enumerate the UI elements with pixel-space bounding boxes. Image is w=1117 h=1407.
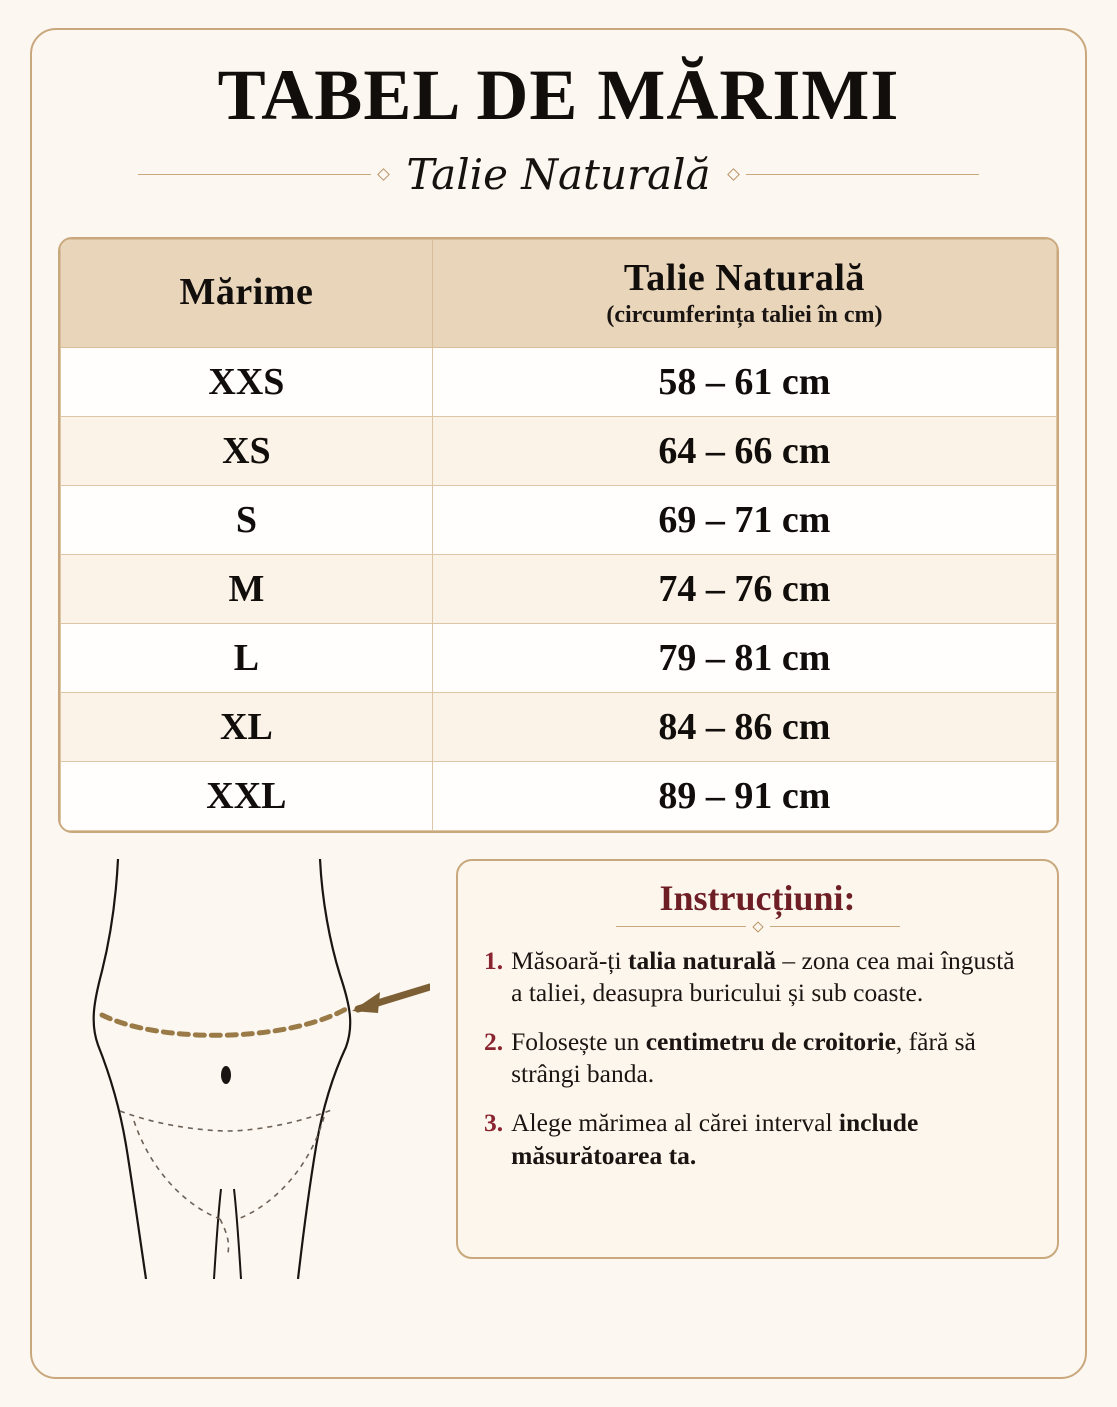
table-row (61, 416, 1057, 485)
list-item (484, 1026, 1031, 1091)
diamond-icon (727, 168, 740, 181)
cell-measure: 69 – 71 cm (432, 485, 1056, 554)
list-item-number: 3. (484, 1108, 504, 1138)
table-header-row (61, 239, 1057, 347)
diamond-icon (378, 168, 391, 181)
list-item-text (511, 1026, 1031, 1091)
size-table-body (61, 347, 1057, 830)
text-prefix: Alege mărimea al cărei interval (511, 1108, 839, 1138)
header-size-label: Mărime (179, 271, 314, 314)
flourish-line (138, 174, 371, 175)
text-suffix: , fără să strângi banda. (511, 1026, 976, 1089)
list-item-number: 2. (484, 1026, 504, 1056)
instructions-flourish (484, 923, 1031, 931)
list-item-text (511, 945, 1031, 1010)
cell-size: XXS (61, 347, 433, 416)
size-table-container (58, 237, 1059, 833)
arrow-icon (352, 987, 430, 1013)
cell-size: S (61, 485, 433, 554)
instructions-panel (456, 859, 1059, 1259)
page-subtitle: Talie Naturală (406, 149, 711, 199)
waist-measurement-illustration (58, 859, 430, 1279)
text-suffix: – zona cea mai îngustă a taliei, deasupra buricului și sub coaste. (511, 945, 1015, 1008)
diamond-icon (752, 921, 763, 932)
flourish-right (729, 170, 979, 179)
text-emphasis: centimetru de croitorie (645, 1026, 896, 1056)
cell-measure: 84 – 86 cm (432, 692, 1056, 761)
text-emphasis: include măsurătoarea ta. (511, 1108, 919, 1170)
cell-measure: 89 – 91 cm (432, 761, 1056, 830)
flourish-line (746, 174, 979, 175)
cell-measure: 58 – 61 cm (432, 347, 1056, 416)
text-prefix: Folosește un (511, 1026, 646, 1056)
cell-measure: 79 – 81 cm (432, 623, 1056, 692)
size-table-head (61, 239, 1057, 347)
list-item (484, 945, 1031, 1010)
cell-size: L (61, 623, 433, 692)
table-row (61, 761, 1057, 830)
cell-size: XS (61, 416, 433, 485)
cell-size: M (61, 554, 433, 623)
subtitle-row (58, 150, 1059, 199)
cell-measure: 74 – 76 cm (432, 554, 1056, 623)
page-content (58, 40, 1059, 1279)
cell-size: XL (61, 692, 433, 761)
table-row (61, 347, 1057, 416)
header-measure-label: Talie Naturală (623, 256, 865, 299)
text-prefix: Măsoară-ți (511, 945, 628, 975)
flourish-line (770, 926, 900, 927)
text-emphasis: talia naturală (627, 945, 777, 975)
table-row (61, 623, 1057, 692)
flourish-line (616, 926, 746, 927)
page-title: TABEL DE MĂRIMI (217, 55, 900, 135)
lower-section (58, 859, 1059, 1279)
list-item (484, 1107, 1031, 1172)
table-row (61, 485, 1057, 554)
instructions-title: Instrucțiuni: (659, 877, 856, 918)
cell-size: XXL (61, 761, 433, 830)
table-row (61, 692, 1057, 761)
table-row (61, 554, 1057, 623)
header-size (61, 239, 433, 347)
list-item-number: 1. (484, 945, 504, 975)
list-item-text (511, 1107, 1031, 1172)
cell-measure: 64 – 66 cm (432, 416, 1056, 485)
flourish-left (138, 170, 388, 179)
size-table (60, 239, 1057, 831)
header-measure (432, 239, 1056, 347)
header-measure-sublabel: (circumferința taliei în cm) (606, 301, 883, 328)
